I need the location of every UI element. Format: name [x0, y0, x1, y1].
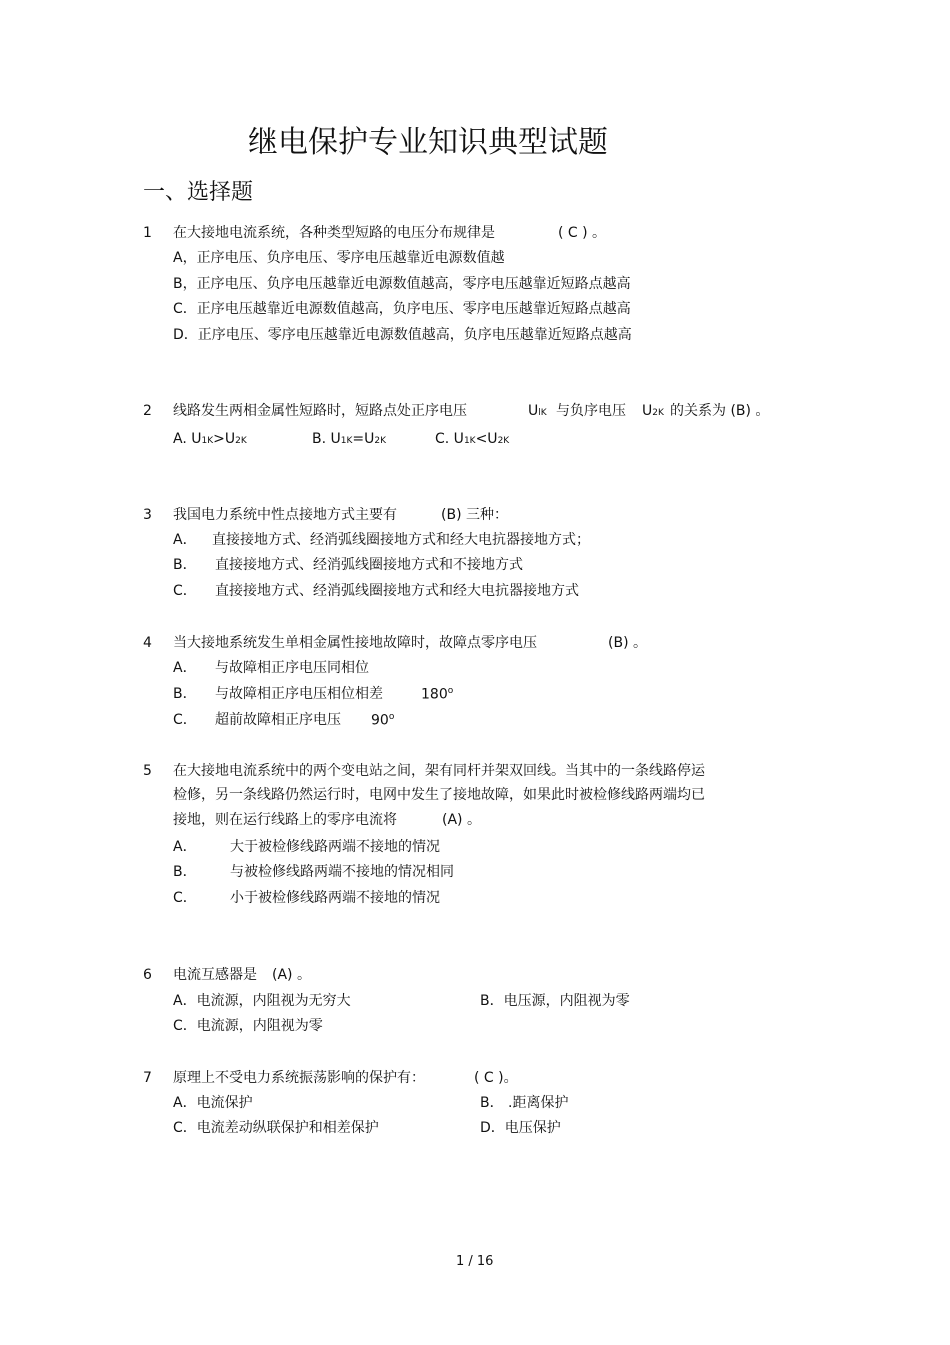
option-b: B，正序电压、负序电压越靠近电源数值越高，零序电压越靠近短路点越高 — [173, 276, 631, 292]
option-d: D．电压保护 — [480, 1120, 561, 1136]
option-c: 超前故障相正序电压 — [215, 712, 341, 728]
angle-value: 180$^o$ — [421, 686, 454, 703]
option-c: C. U1K<U2K — [435, 431, 510, 447]
option-a: A．电流保护 — [173, 1095, 253, 1111]
option-b: 与故障相正序电压相位相差 — [215, 686, 383, 702]
option-a-label: A． — [173, 660, 197, 676]
option-d: D．正序电压、零序电压越靠近电源数值越高，负序电压越靠近短路点越高 — [173, 327, 632, 343]
question-stem: 电流互感器是 — [173, 967, 257, 983]
option-c: 小于被检修线路两端不接地的情况 — [230, 890, 440, 906]
question-number: 7 — [143, 1070, 152, 1086]
option-c: C．电流差动纵联保护和相差保护 — [173, 1120, 379, 1136]
question-answer: (A) 。 — [272, 967, 311, 983]
option-b: B． .距离保护 — [480, 1095, 569, 1111]
option-a-label: A． — [173, 532, 197, 548]
option-b: 直接接地方式、经消弧线圈接地方式和不接地方式 — [215, 557, 523, 573]
question-number: 2 — [143, 403, 152, 419]
option-a: 与故障相正序电压同相位 — [215, 660, 369, 676]
option-a-label: A． — [173, 839, 197, 855]
option-b: 与被检修线路两端不接地的情况相同 — [230, 864, 454, 880]
document-title: 继电保护专业知识典型试题 — [248, 125, 608, 160]
u2k-symbol: U2K — [642, 403, 664, 419]
question-stem-mid: 与负序电压 — [556, 403, 626, 419]
u1k-symbol: UlK — [528, 403, 547, 419]
question-stem-line: 接地，则在运行线路上的零序电流将 — [173, 812, 397, 828]
option-a: A．电流源，内阻视为无穷大 — [173, 993, 351, 1009]
question-stem-line: 在大接地电流系统中的两个变电站之间，架有同杆并架双回线。当其中的一条线路停运 — [173, 763, 705, 779]
option-b: B. U1K=U2K — [312, 431, 387, 447]
question-answer: ( C ) 。 — [558, 225, 607, 241]
option-c-label: C． — [173, 583, 197, 599]
question-number: 5 — [143, 763, 152, 779]
question-stem: 在大接地电流系统，各种类型短路的电压分布规律是 — [173, 225, 495, 241]
option-c-label: C． — [173, 712, 197, 728]
option-b-label: B． — [173, 557, 197, 573]
question-answer: 的关系为 (B) 。 — [670, 403, 770, 419]
question-number: 6 — [143, 967, 152, 983]
option-c-label: C． — [173, 890, 197, 906]
option-b-label: B． — [173, 686, 197, 702]
option-a: A. U1K>U2K — [173, 431, 247, 447]
question-number: 1 — [143, 225, 152, 241]
page-number: 1 / 16 — [456, 1254, 494, 1269]
question-stem: 当大接地系统发生单相金属性接地故障时，故障点零序电压 — [173, 635, 537, 651]
question-stem: 我国电力系统中性点接地方式主要有 — [173, 507, 397, 523]
question-number: 3 — [143, 507, 152, 523]
question-answer: ( C )。 — [474, 1070, 518, 1086]
option-c: 直接接地方式、经消弧线圈接地方式和经大电抗器接地方式 — [215, 583, 579, 599]
option-c: C．正序电压越靠近电源数值越高，负序电压、零序电压越靠近短路点越高 — [173, 301, 631, 317]
question-stem: 原理上不受电力系统振荡影响的保护有： — [173, 1070, 425, 1086]
question-stem-line: 检修，另一条线路仍然运行时，电网中发生了接地故障，如果此时被检修线路两端均已 — [173, 787, 705, 803]
option-a: 大于被检修线路两端不接地的情况 — [230, 839, 440, 855]
option-a: A，正序电压、负序电压、零序电压越靠近电源数值越 — [173, 250, 505, 266]
angle-value: 90$^o$ — [371, 712, 395, 729]
option-b-label: B． — [173, 864, 197, 880]
question-answer: (A) 。 — [442, 812, 481, 828]
option-c: C．电流源，内阻视为零 — [173, 1018, 323, 1034]
option-b: B．电压源，内阻视为零 — [480, 993, 630, 1009]
question-answer: (B) 。 — [608, 635, 647, 651]
section-heading: 一、选择题 — [143, 180, 254, 205]
question-number: 4 — [143, 635, 152, 651]
question-stem: 线路发生两相金属性短路时，短路点处正序电压 — [173, 403, 467, 419]
option-a: 直接接地方式、经消弧线圈接地方式和经大电抗器接地方式； — [212, 532, 590, 548]
question-answer: (B) 三种： — [441, 507, 508, 523]
